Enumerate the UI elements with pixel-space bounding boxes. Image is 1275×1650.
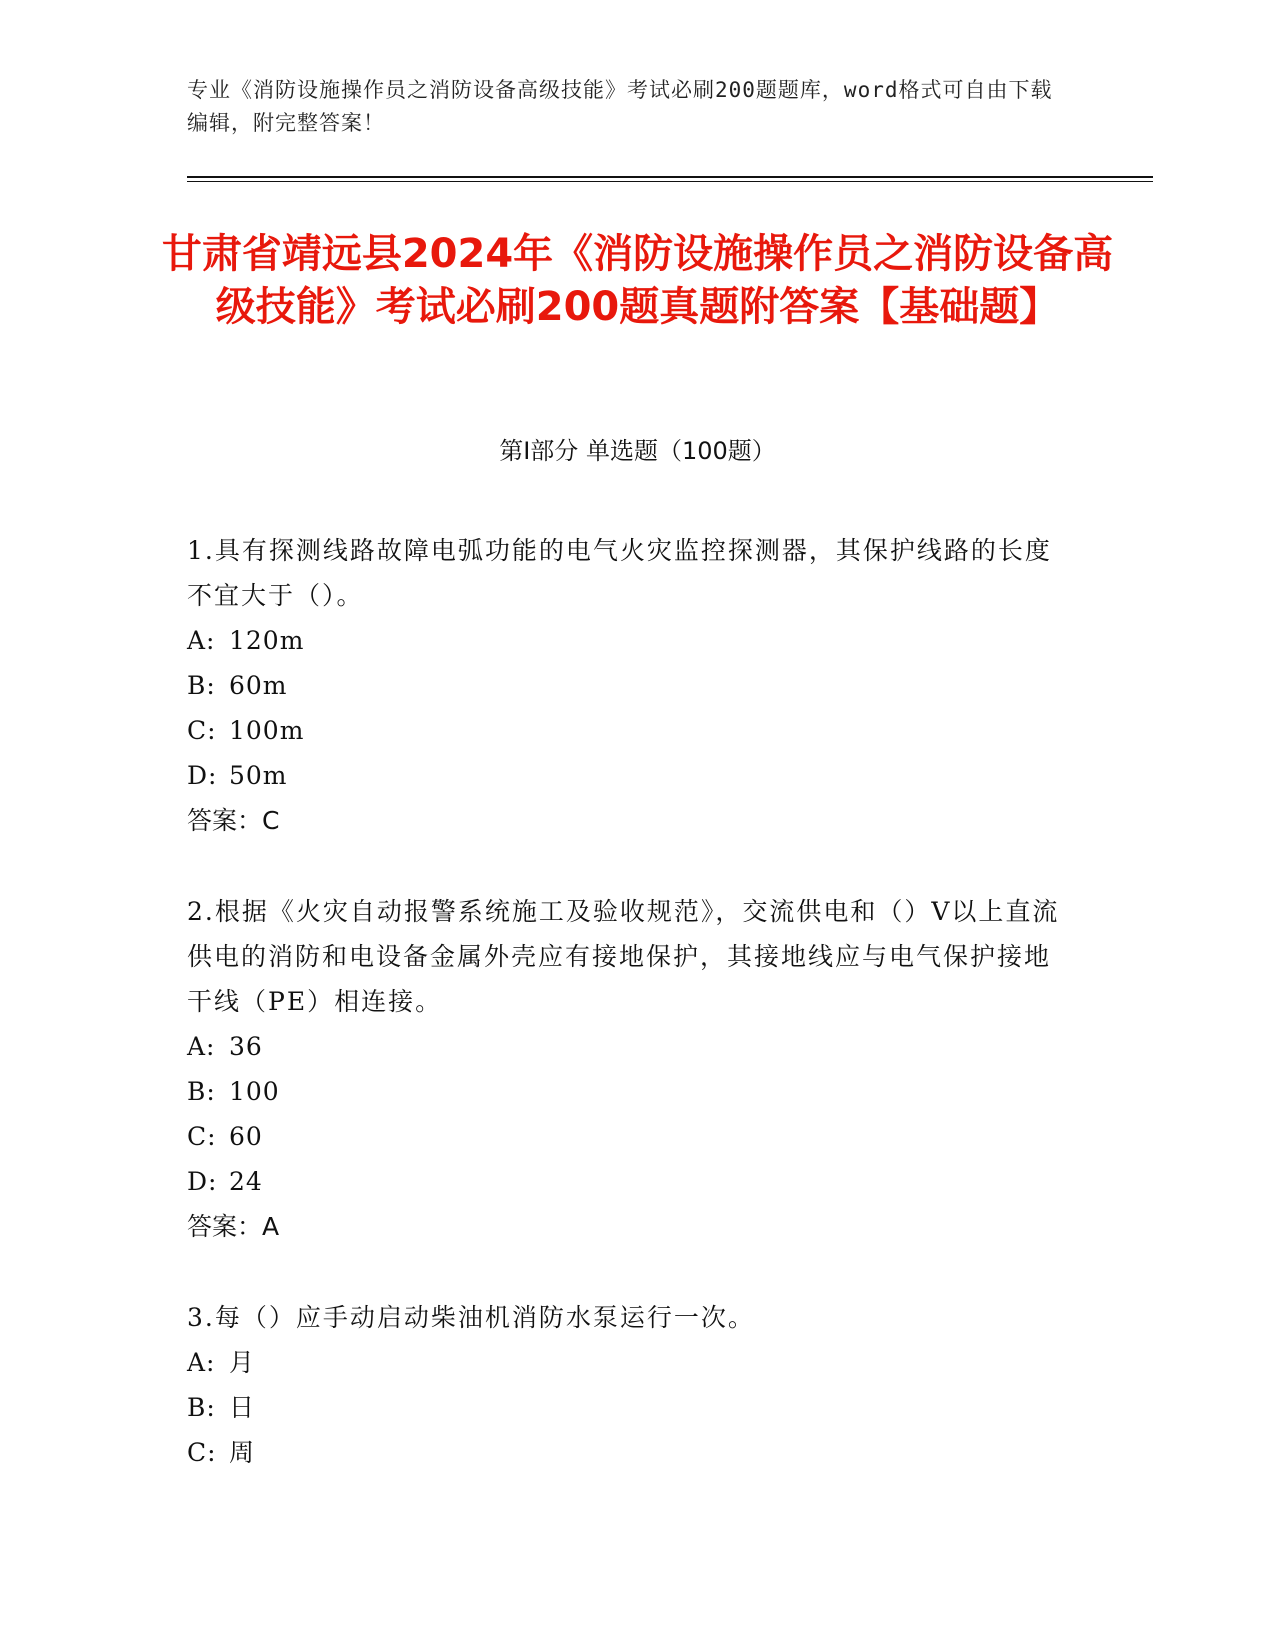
section-title: 第Ⅰ部分 单选题（100题） bbox=[499, 437, 776, 465]
option-letter: D: bbox=[187, 761, 218, 790]
option-b bbox=[187, 1385, 1077, 1430]
option-letter: B: bbox=[187, 671, 216, 700]
option-letter: C: bbox=[187, 1438, 217, 1467]
option-text: 60m bbox=[229, 671, 288, 700]
option-text: 24 bbox=[229, 1167, 263, 1196]
question-stem: 1.具有探测线路故障电弧功能的电气火灾监控探测器，其保护线路的长度不宜大于（）。 bbox=[187, 536, 1052, 610]
option-c bbox=[187, 1114, 1077, 1159]
option-text: 日 bbox=[229, 1393, 256, 1422]
option-letter: C: bbox=[187, 716, 217, 745]
option-letter: D: bbox=[187, 1167, 218, 1196]
option-text: 月 bbox=[229, 1348, 256, 1377]
question-list bbox=[187, 528, 1077, 1521]
question-stem: 3.每（）应手动启动柴油机消防水泵运行一次。 bbox=[187, 1303, 755, 1332]
option-c bbox=[187, 1430, 1077, 1475]
option-text: 周 bbox=[229, 1438, 256, 1467]
option-text: 100m bbox=[229, 716, 305, 745]
option-letter: B: bbox=[187, 1077, 216, 1106]
option-text: 50m bbox=[229, 761, 288, 790]
header-divider-thin bbox=[187, 181, 1153, 182]
header-note: 专业《消防设施操作员之消防设备高级技能》考试必刷200题题库，word格式可自由下载编辑，附完整答案！ bbox=[187, 78, 1053, 135]
option-b bbox=[187, 1069, 1077, 1114]
question-stem: 2.根据《火灾自动报警系统施工及验收规范》，交流供电和（）V以上直流供电的消防和电设备金属外壳应有接地保护，其接地线应与电气保护接地干线（PE）相连接。 bbox=[187, 897, 1060, 1016]
option-d bbox=[187, 1159, 1077, 1204]
option-text: 36 bbox=[229, 1032, 263, 1061]
question-3 bbox=[187, 1295, 1077, 1475]
option-letter: A: bbox=[187, 626, 216, 655]
question-2 bbox=[187, 889, 1077, 1249]
option-d bbox=[187, 753, 1077, 798]
answer: 答案：A bbox=[187, 1212, 280, 1241]
option-text: 120m bbox=[229, 626, 305, 655]
option-a bbox=[187, 1024, 1077, 1069]
option-letter: C: bbox=[187, 1122, 217, 1151]
option-letter: B: bbox=[187, 1393, 216, 1422]
option-letter: A: bbox=[187, 1032, 216, 1061]
option-text: 60 bbox=[229, 1122, 263, 1151]
option-b bbox=[187, 663, 1077, 708]
question-1 bbox=[187, 528, 1077, 843]
option-a bbox=[187, 1340, 1077, 1385]
answer: 答案：C bbox=[187, 806, 280, 835]
option-c bbox=[187, 708, 1077, 753]
document-title: 甘肃省靖远县2024年《消防设施操作员之消防设备高级技能》考试必刷200题真题附答案【基础题】 bbox=[161, 231, 1114, 330]
option-a bbox=[187, 618, 1077, 663]
option-text: 100 bbox=[229, 1077, 280, 1106]
header-divider-thick bbox=[187, 176, 1153, 178]
option-letter: A: bbox=[187, 1348, 216, 1377]
